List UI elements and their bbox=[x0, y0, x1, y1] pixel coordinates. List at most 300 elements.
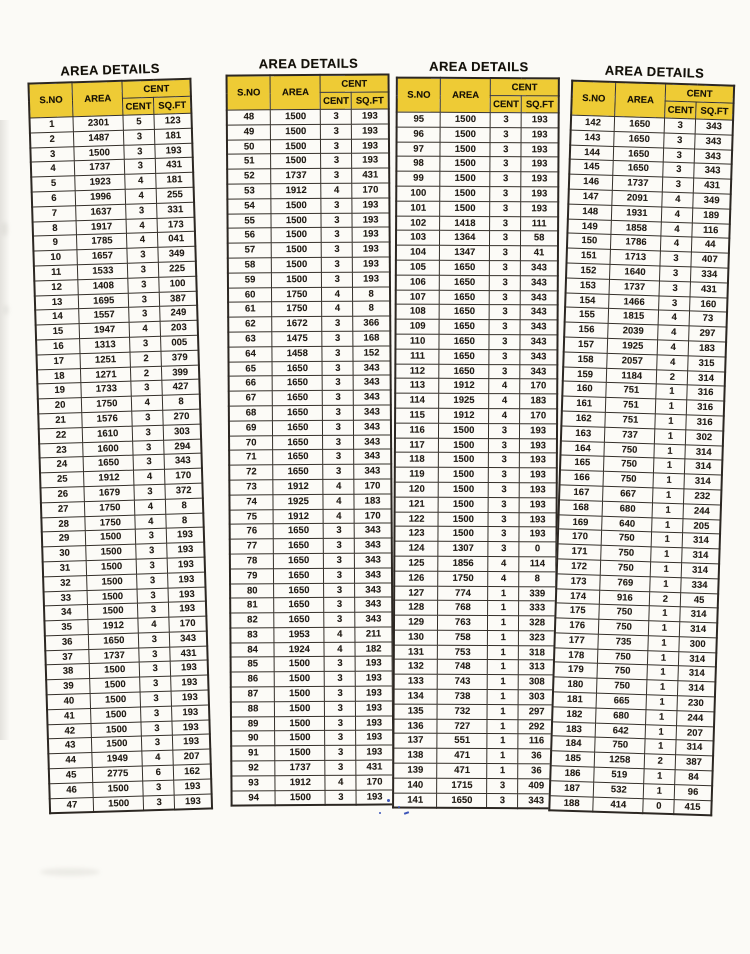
sqft-cell: 314 bbox=[679, 651, 717, 667]
cent-cell: 3 bbox=[324, 524, 355, 539]
table-row bbox=[227, 139, 389, 155]
sno-cell: 148 bbox=[568, 204, 612, 220]
area-cell: 1750 bbox=[85, 515, 136, 531]
sqft-cell: 116 bbox=[518, 734, 555, 749]
sno-cell: 139 bbox=[393, 763, 437, 778]
cent-cell: 3 bbox=[664, 148, 695, 164]
cent-cell: 4 bbox=[323, 479, 354, 494]
area-cell: 1466 bbox=[609, 294, 660, 310]
table-row bbox=[230, 627, 392, 643]
sqft-cell: 314 bbox=[678, 681, 716, 697]
sqft-cell: 379 bbox=[161, 350, 199, 366]
sqft-cell: 366 bbox=[353, 316, 390, 331]
area-cell: 1737 bbox=[89, 648, 140, 664]
cent-cell: 1 bbox=[488, 660, 519, 675]
sno-cell: 136 bbox=[393, 719, 437, 734]
sno-cell: 94 bbox=[232, 790, 276, 806]
sno-cell: 165 bbox=[560, 455, 604, 471]
sno-cell: 129 bbox=[394, 615, 438, 630]
table-body bbox=[227, 109, 394, 806]
area-cell: 1931 bbox=[612, 205, 663, 221]
sqft-cell: 230 bbox=[677, 696, 715, 712]
area-cell: 1418 bbox=[440, 216, 490, 231]
table-row bbox=[396, 275, 558, 291]
area-cell: 1500 bbox=[74, 145, 125, 161]
sqft-cell: 193 bbox=[171, 690, 209, 706]
sqft-cell: 334 bbox=[681, 577, 719, 593]
sqft-cell: 193 bbox=[352, 198, 389, 213]
cent-cell: 3 bbox=[488, 527, 519, 542]
area-cell: 1500 bbox=[440, 157, 490, 172]
cent-cell: 3 bbox=[132, 410, 163, 426]
area-cell: 1500 bbox=[271, 124, 321, 139]
sno-cell: 143 bbox=[570, 130, 614, 146]
sqft-cell: 343 bbox=[520, 320, 557, 335]
table-row bbox=[230, 538, 392, 554]
sno-cell: 74 bbox=[229, 494, 273, 509]
sqft-cell: 36 bbox=[518, 764, 555, 779]
area-cell: 1500 bbox=[88, 603, 139, 619]
cent-cell: 1 bbox=[646, 724, 677, 740]
table-row bbox=[396, 156, 558, 172]
sqft-cell: 193 bbox=[173, 734, 211, 750]
table-row bbox=[227, 168, 389, 184]
cent-cell: 3 bbox=[140, 662, 171, 678]
sqft-cell: 225 bbox=[159, 261, 197, 277]
sqft-cell: 207 bbox=[173, 749, 211, 765]
sqft-cell: 349 bbox=[693, 193, 731, 209]
sqft-cell: 255 bbox=[156, 187, 194, 203]
area-cell: 1610 bbox=[82, 426, 133, 442]
sno-cell: 9 bbox=[33, 235, 77, 251]
sno-cell: 57 bbox=[228, 243, 272, 258]
sqft-cell: 431 bbox=[693, 178, 731, 194]
area-details-table-2 bbox=[225, 55, 396, 807]
area-cell: 750 bbox=[598, 649, 649, 665]
area-cell: 1500 bbox=[438, 482, 488, 497]
sno-cell: 41 bbox=[47, 708, 91, 724]
sno-cell: 83 bbox=[230, 628, 274, 643]
area-cell: 750 bbox=[603, 471, 654, 487]
cent-cell: 1 bbox=[654, 443, 685, 459]
cent-cell: 3 bbox=[129, 292, 160, 308]
area-cell: 1912 bbox=[439, 408, 489, 423]
cent-cell: 3 bbox=[141, 721, 172, 737]
table-row bbox=[230, 597, 392, 613]
sno-cell: 48 bbox=[227, 110, 271, 125]
table-row bbox=[227, 213, 389, 229]
area-cell: 1258 bbox=[594, 752, 645, 768]
sqft-cell: 314 bbox=[680, 622, 718, 638]
sqft-cell: 170 bbox=[520, 379, 557, 394]
sno-cell: 185 bbox=[551, 751, 595, 767]
cent-cell: 2 bbox=[650, 591, 681, 607]
sqft-cell: 193 bbox=[521, 202, 558, 217]
table-row bbox=[230, 508, 392, 524]
sqft-cell: 193 bbox=[172, 720, 210, 736]
sno-cell: 19 bbox=[37, 383, 81, 399]
sno-cell: 168 bbox=[559, 500, 603, 516]
sqft-cell: 297 bbox=[518, 705, 555, 720]
sqft-cell: 343 bbox=[354, 523, 391, 538]
col-header-cent-group: CENT bbox=[666, 84, 735, 104]
cent-cell: 3 bbox=[126, 203, 157, 219]
table-row bbox=[230, 523, 392, 539]
area-cell: 1576 bbox=[82, 411, 133, 427]
cent-cell: 1 bbox=[653, 473, 684, 489]
sqft-cell: 314 bbox=[685, 459, 723, 475]
table-row bbox=[231, 745, 393, 761]
cent-cell: 4 bbox=[134, 469, 165, 485]
cent-cell: 3 bbox=[322, 272, 353, 287]
area-cell: 1500 bbox=[271, 243, 321, 258]
sno-cell: 75 bbox=[230, 509, 274, 524]
sqft-cell: 193 bbox=[352, 213, 389, 228]
sno-cell: 12 bbox=[34, 279, 78, 295]
sno-cell: 30 bbox=[42, 546, 86, 562]
area-cell: 1912 bbox=[439, 379, 489, 394]
table-body bbox=[393, 112, 559, 809]
table-row bbox=[394, 541, 556, 557]
sno-cell: 178 bbox=[554, 648, 598, 664]
table-body bbox=[549, 115, 733, 816]
sno-cell: 102 bbox=[396, 216, 440, 231]
sqft-cell: 73 bbox=[689, 311, 727, 327]
sno-cell: 164 bbox=[560, 440, 604, 456]
sno-cell: 110 bbox=[395, 334, 439, 349]
sqft-cell: 387 bbox=[159, 291, 197, 307]
sqft-cell: 005 bbox=[161, 335, 199, 351]
sno-cell: 135 bbox=[394, 704, 438, 719]
sno-cell: 52 bbox=[227, 169, 271, 184]
cent-cell: 3 bbox=[325, 657, 356, 672]
sno-cell: 87 bbox=[231, 687, 275, 702]
sno-cell: 141 bbox=[393, 793, 437, 809]
sqft-cell: 152 bbox=[353, 346, 390, 361]
cent-cell: 4 bbox=[135, 499, 166, 515]
area-cell: 551 bbox=[437, 734, 487, 749]
table-row bbox=[394, 571, 556, 587]
sno-cell: 147 bbox=[568, 189, 612, 205]
area-cell: 1500 bbox=[438, 527, 488, 542]
sqft-cell: 111 bbox=[521, 216, 558, 231]
sno-cell: 50 bbox=[227, 139, 271, 154]
area-cell: 1500 bbox=[92, 736, 143, 752]
sno-cell: 146 bbox=[569, 174, 613, 190]
sqft-cell: 0 bbox=[519, 542, 556, 557]
sqft-cell: 343 bbox=[164, 453, 202, 469]
cent-cell: 3 bbox=[324, 538, 355, 553]
sno-cell: 116 bbox=[395, 423, 439, 438]
sqft-cell: 313 bbox=[518, 660, 555, 675]
sqft-cell: 170 bbox=[169, 616, 207, 632]
sno-cell: 25 bbox=[40, 472, 84, 488]
cent-cell: 1 bbox=[654, 458, 685, 474]
table-row bbox=[230, 582, 392, 598]
sqft-cell: 205 bbox=[683, 518, 721, 534]
area-cell: 1500 bbox=[440, 201, 490, 216]
cent-cell: 3 bbox=[663, 177, 694, 193]
sqft-cell: 45 bbox=[680, 592, 718, 608]
sno-cell: 78 bbox=[230, 554, 274, 569]
table-row bbox=[227, 124, 389, 140]
sqft-cell: 314 bbox=[681, 563, 719, 579]
area-cell: 753 bbox=[438, 645, 488, 660]
cent-cell: 3 bbox=[323, 435, 354, 450]
cent-cell: 1 bbox=[646, 695, 677, 711]
sqft-cell: 427 bbox=[162, 379, 200, 395]
area-cell: 1500 bbox=[91, 722, 142, 738]
area-cell: 1737 bbox=[271, 169, 321, 184]
table-body bbox=[29, 113, 212, 813]
sno-cell: 84 bbox=[230, 642, 274, 657]
sqft-cell: 193 bbox=[520, 453, 557, 468]
sqft-cell: 339 bbox=[519, 586, 556, 601]
sqft-cell: 193 bbox=[353, 272, 390, 287]
col-header-area: AREA bbox=[270, 75, 320, 110]
cent-cell: 1 bbox=[653, 488, 684, 504]
area-cell: 1500 bbox=[93, 796, 144, 813]
cent-cell: 3 bbox=[490, 201, 521, 216]
cent-cell: 3 bbox=[489, 438, 520, 453]
cent-cell: 3 bbox=[664, 133, 695, 149]
area-cell: 532 bbox=[593, 782, 644, 798]
area-cell: 1650 bbox=[273, 524, 323, 539]
col-header-sno: S.NO bbox=[397, 78, 441, 113]
area-cell: 768 bbox=[438, 601, 488, 616]
sno-cell: 111 bbox=[395, 349, 439, 364]
area-cell: 1737 bbox=[275, 760, 325, 775]
sno-cell: 5 bbox=[31, 176, 75, 192]
sqft-cell: 314 bbox=[676, 740, 714, 756]
sno-cell: 20 bbox=[38, 398, 82, 414]
sno-cell: 90 bbox=[231, 731, 275, 746]
sqft-cell: 331 bbox=[157, 202, 195, 218]
sqft-cell: 244 bbox=[677, 711, 715, 727]
area-cell: 2057 bbox=[607, 353, 658, 369]
cent-cell: 3 bbox=[137, 573, 168, 589]
cent-cell: 3 bbox=[321, 213, 352, 228]
table-row bbox=[229, 375, 391, 391]
area-cell: 750 bbox=[599, 605, 650, 621]
area-cell: 751 bbox=[605, 412, 656, 428]
area-cell: 1271 bbox=[81, 367, 132, 383]
area-cell: 1500 bbox=[275, 716, 325, 731]
cent-cell: 1 bbox=[656, 399, 687, 415]
cent-cell: 1 bbox=[646, 710, 677, 726]
sqft-cell: 323 bbox=[519, 631, 556, 646]
sno-cell: 39 bbox=[46, 679, 90, 695]
area-cell: 1500 bbox=[86, 544, 137, 560]
table-row bbox=[394, 586, 556, 602]
sno-cell: 51 bbox=[227, 154, 271, 169]
cent-cell: 3 bbox=[489, 335, 520, 350]
sno-cell: 184 bbox=[551, 736, 595, 752]
cent-cell: 3 bbox=[321, 139, 352, 154]
sqft-cell: 415 bbox=[674, 799, 712, 815]
sno-cell: 46 bbox=[49, 782, 93, 798]
cent-cell: 4 bbox=[325, 775, 356, 790]
sqft-cell: 193 bbox=[356, 730, 393, 745]
area-cell: 667 bbox=[603, 486, 654, 502]
table-row bbox=[396, 216, 558, 232]
area-cell: 1737 bbox=[75, 160, 126, 176]
sqft-cell: 349 bbox=[158, 246, 196, 262]
sno-cell: 117 bbox=[395, 438, 439, 453]
sqft-cell: 8 bbox=[162, 394, 200, 410]
area-cell: 1733 bbox=[81, 382, 132, 398]
sno-cell: 156 bbox=[564, 322, 608, 338]
sno-cell: 17 bbox=[37, 353, 81, 369]
area-cell: 1917 bbox=[76, 219, 127, 235]
area-cell: 1650 bbox=[613, 146, 664, 162]
area-cell: 1750 bbox=[82, 396, 133, 412]
area-cell: 1912 bbox=[275, 775, 325, 790]
cent-cell: 3 bbox=[141, 706, 172, 722]
area-cell: 1650 bbox=[439, 305, 489, 320]
area-cell: 750 bbox=[597, 678, 648, 694]
area-cell: 1650 bbox=[439, 290, 489, 305]
table-row bbox=[229, 390, 391, 406]
table-row bbox=[393, 763, 555, 779]
cent-cell: 3 bbox=[136, 529, 167, 545]
table-row bbox=[229, 449, 391, 465]
cent-cell: 4 bbox=[324, 642, 355, 657]
col-header-area: AREA bbox=[72, 81, 123, 117]
sqft-cell: 343 bbox=[355, 612, 392, 627]
sqft-cell: 343 bbox=[521, 261, 558, 276]
sno-cell: 174 bbox=[556, 588, 600, 604]
table-row bbox=[395, 408, 557, 424]
table-row bbox=[396, 201, 558, 217]
area-cell: 1500 bbox=[271, 198, 321, 213]
area-cell: 1500 bbox=[275, 746, 325, 761]
cent-cell: 4 bbox=[657, 355, 688, 371]
sno-cell: 150 bbox=[567, 233, 611, 249]
area-cell: 1533 bbox=[78, 263, 129, 279]
col-header-cent: CENT bbox=[491, 96, 522, 113]
cent-cell: 3 bbox=[489, 468, 520, 483]
sno-cell: 121 bbox=[395, 497, 439, 512]
cent-cell: 4 bbox=[132, 395, 163, 411]
sqft-cell: 232 bbox=[684, 489, 722, 505]
area-cell: 1500 bbox=[93, 781, 144, 797]
sqft-cell: 173 bbox=[157, 217, 195, 233]
table-row bbox=[395, 467, 557, 483]
sqft-cell: 244 bbox=[683, 504, 721, 520]
area-cell: 1750 bbox=[272, 287, 322, 302]
cent-cell: 3 bbox=[134, 484, 165, 500]
sqft-cell: 193 bbox=[170, 661, 208, 677]
cent-cell: 4 bbox=[135, 514, 166, 530]
sqft-cell: 160 bbox=[690, 296, 728, 312]
area-cell: 727 bbox=[437, 719, 487, 734]
cent-cell: 3 bbox=[124, 144, 155, 160]
sno-cell: 43 bbox=[48, 738, 92, 754]
sqft-cell: 343 bbox=[170, 631, 208, 647]
sno-cell: 32 bbox=[43, 575, 87, 591]
sqft-cell: 193 bbox=[519, 497, 556, 512]
sno-cell: 175 bbox=[555, 603, 599, 619]
sqft-cell: 343 bbox=[695, 119, 733, 135]
sqft-cell: 193 bbox=[171, 675, 209, 691]
sqft-cell: 343 bbox=[354, 434, 391, 449]
sno-cell: 53 bbox=[227, 184, 271, 199]
sqft-cell: 168 bbox=[353, 331, 390, 346]
sno-cell: 71 bbox=[229, 450, 273, 465]
cent-cell: 4 bbox=[125, 174, 156, 190]
sno-cell: 82 bbox=[230, 613, 274, 628]
cent-cell: 1 bbox=[488, 675, 519, 690]
cent-cell: 1 bbox=[488, 616, 519, 631]
cent-cell: 3 bbox=[487, 793, 518, 808]
sqft-cell: 343 bbox=[355, 553, 392, 568]
area-cell: 1650 bbox=[439, 275, 489, 290]
area-cell: 1487 bbox=[74, 130, 125, 146]
sno-cell: 133 bbox=[394, 674, 438, 689]
area-cell: 1650 bbox=[274, 598, 324, 613]
sqft-cell: 193 bbox=[520, 423, 557, 438]
sqft-cell: 44 bbox=[692, 237, 730, 253]
area-cell: 1650 bbox=[83, 455, 134, 471]
area-cell: 751 bbox=[606, 383, 657, 399]
cent-cell: 3 bbox=[323, 390, 354, 405]
cent-cell: 3 bbox=[139, 632, 170, 648]
sno-cell: 179 bbox=[553, 662, 597, 678]
sno-cell: 98 bbox=[396, 156, 440, 171]
sqft-cell: 193 bbox=[519, 512, 556, 527]
cent-cell: 4 bbox=[662, 207, 693, 223]
area-cell: 1650 bbox=[614, 116, 665, 132]
sno-cell: 24 bbox=[40, 457, 84, 473]
cent-cell: 3 bbox=[322, 316, 353, 331]
sno-cell: 47 bbox=[50, 797, 94, 814]
sqft-cell: 315 bbox=[688, 356, 726, 372]
sqft-cell: 431 bbox=[352, 168, 389, 183]
cent-cell: 3 bbox=[659, 296, 690, 312]
sno-cell: 92 bbox=[231, 761, 275, 776]
cent-cell: 3 bbox=[491, 113, 522, 128]
cent-cell: 3 bbox=[137, 588, 168, 604]
cent-cell: 1 bbox=[488, 601, 519, 616]
cent-cell: 4 bbox=[130, 321, 161, 337]
cent-cell: 3 bbox=[323, 464, 354, 479]
sqft-cell: 431 bbox=[170, 646, 208, 662]
sqft-cell: 314 bbox=[680, 607, 718, 623]
sno-cell: 63 bbox=[228, 332, 272, 347]
area-cell: 1650 bbox=[439, 319, 489, 334]
table-row bbox=[231, 686, 393, 702]
sno-cell: 31 bbox=[43, 560, 87, 576]
sqft-cell: 182 bbox=[355, 642, 392, 657]
area-cell: 1925 bbox=[607, 338, 658, 354]
col-header-cent-group: CENT bbox=[320, 74, 388, 92]
sno-cell: 18 bbox=[37, 368, 81, 384]
area-cell: 1500 bbox=[270, 109, 320, 124]
cent-cell: 1 bbox=[487, 749, 518, 764]
scan-smudge bbox=[4, 305, 9, 315]
cent-cell: 3 bbox=[487, 778, 518, 793]
table-row bbox=[229, 405, 391, 421]
sno-cell: 104 bbox=[396, 245, 440, 260]
table-row bbox=[393, 719, 555, 735]
cent-cell: 4 bbox=[488, 571, 519, 586]
sno-cell: 103 bbox=[396, 230, 440, 245]
sno-cell: 163 bbox=[561, 426, 605, 442]
area-cell: 1500 bbox=[90, 677, 141, 693]
area-cell: 1500 bbox=[90, 692, 141, 708]
sqft-cell: 193 bbox=[355, 671, 392, 686]
